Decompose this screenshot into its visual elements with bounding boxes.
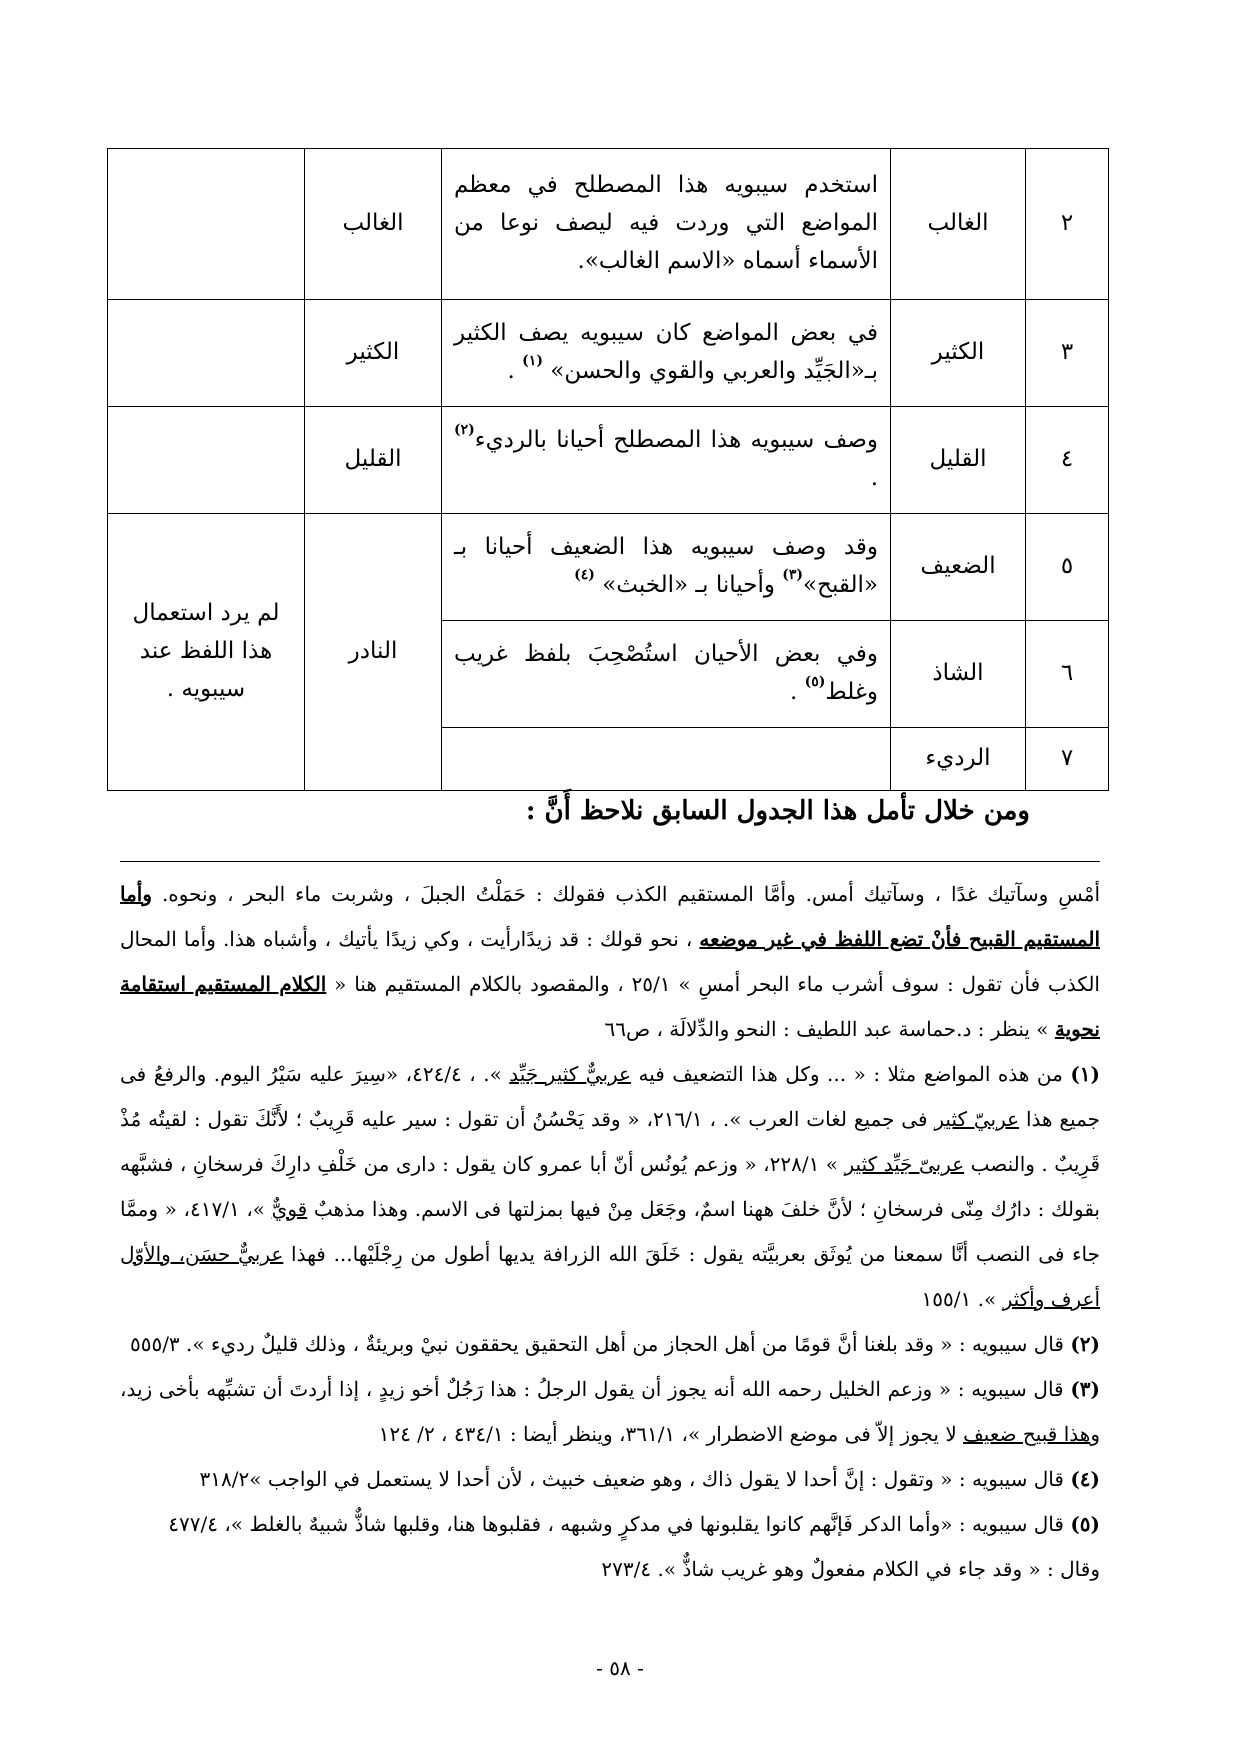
term-cell: القليل: [891, 406, 1026, 513]
description-cell: وصف سيبويه هذا المصطلح أحيانا بالرديء$^{(٢)}$ .: [442, 406, 891, 513]
description-cell: في بعض المواضع كان سيبويه يصف الكثير بـ«الجَيِّد والعربي والقوي والحسن» $^{(١)}$ .: [442, 299, 891, 406]
footnote-marker: (٤): [574, 567, 595, 584]
later-term-cell: الغالب: [305, 149, 442, 300]
description-cell: وقد وصف سيبويه هذا الضعيف أحيانا بـ «القبح»$^{(٣)}$ وأحيانا بـ «الخبث» $^{(٤)}$: [442, 513, 891, 620]
note-cell: [108, 406, 305, 513]
terms-table: [107, 148, 1109, 791]
note-cell: لم يرد استعمال هذا اللفظ عند سيبويه .: [108, 513, 305, 790]
note-cell: [108, 149, 305, 300]
table-conclusion-text: ومن خلال تأمل هذا الجدول السابق نلاحظ أَنَّ :: [525, 796, 1030, 826]
later-term-cell: النادر: [305, 513, 442, 790]
row-number: ٢: [1026, 149, 1109, 300]
row-number: ٤: [1026, 406, 1109, 513]
row-number: ٧: [1026, 727, 1109, 790]
term-cell: الغالب: [891, 149, 1026, 300]
footnote-2: (٢) قال سيبويه : « وقد بلغنا أنَّ قومًا من أهل الحجاز من أهل التحقيق يحققون نبيْ وبريئةٌ ، وذلك قليلٌ رديء ». ٥٥٥/٣: [129, 1332, 1100, 1356]
row-number: ٣: [1026, 299, 1109, 406]
term-cell: الكثير: [891, 299, 1026, 406]
footnote-marker: (١): [522, 353, 543, 370]
later-term-cell: الكثير: [305, 299, 442, 406]
footnote-marker: (٢): [454, 422, 475, 439]
description-cell: استخدم سيبويه هذا المصطلح في معظم المواضع التي وردت فيه ليصف نوعا من الأسماء أسماه «الاسم الغالب».: [442, 149, 891, 300]
term-cell: الشاذ: [891, 620, 1026, 727]
row-number: ٦: [1026, 620, 1109, 727]
note-cell: [108, 299, 305, 406]
table-row: [108, 513, 1109, 620]
page-number: - ٥٨ -: [596, 1656, 644, 1680]
footnote-1: (١) من هذه المواضع مثلا : « ... وكل هذا التضعيف فيه عربيٌّ كثير جَيِّد ». ، ٤٢٤/٤، «سِيرَ عليه سَيْرُ اليوم. والرفعُ فى جميع هذا عربيّ كثير فى جميع لغات العرب ». ، ٢١٦/١، « وقد يَحْسُنُ أن تقول : سير عليه قَرِيبٌ ؛ لأَنَّكَ تقول : لقيتُه مُذْ قَرِيبٌ . والنصب عربىّ جَيِّد كثير » ٢٢٨/١، « وزعم يُونُس أنّ أبا عمرو كان يقول : دارى من خَلْفِ دارِكَ فرسخانِ ، فشبَّهه بقولك : دارُك مِنّى فرسخانِ ؛ لأنَّ خلفَ ههنا اسمٌ، وجَعَل مِنْ فيها بمزلتها فى الاسم. وهذا مذهبٌ قويٌّ »، ٤١٧/١، « وممَّا جاء فى النصب أنَّا سمعنا من يُوثَق بعربيَّته يقول : خَلَقَ الله الزرافة يديها أطول من رِجْلَيْها... فهذا عربيٌّ حسَن، والأوّل أعرف وأكثر ». ١٥٥/١: [120, 1062, 1101, 1311]
footnote-3: (٣) قال سيبويه : « وزعم الخليل رحمه الله أنه يجوز أن يقول الرجلُ : هذا رَجُلٌ أخو زيدٍ ، إذا أردتَ أن تشبِّهه بأخى زيد، وهذا قبيح ضعيف لا يجوز إلاّ فى موضع الاضطرار »، ٣٦١/١، وينظر أيضا : ٤٣٤/١ ، ٢/ ١٢٤: [120, 1377, 1100, 1446]
footnote-divider: [120, 861, 1100, 862]
footnote-5: (٥) قال سيبويه : «وأما الدكر فَإنَّهم كانوا يقلبونها في مدكرٍ وشبهه ، فقلبوها هنا، وقلبها شاذٌّ شبيهٌ بالغلط »، ٤٧٧/٤: [168, 1512, 1100, 1536]
term-cell: الضعيف: [891, 513, 1026, 620]
table-row: [108, 406, 1109, 513]
footnote-marker: (٥): [804, 674, 826, 691]
later-term-cell: القليل: [305, 406, 442, 513]
description-cell: وفي بعض الأحيان استُصْحِبَ بلفظ غريب وغلط$^{(٥)}$ .: [442, 620, 891, 727]
footnotes: [120, 872, 1100, 1592]
description-cell: [442, 727, 891, 790]
table-row: [108, 149, 1109, 300]
footnote-4: (٤) قال سيبويه : « وتقول : إنَّ أحدا لا يقول ذاك ، وهو ضعيف خبيث ، لأن أحدا لا يستعمل في الواجب »٣١٨/٢: [199, 1467, 1100, 1491]
row-number: ٥: [1026, 513, 1109, 620]
table-row: [108, 299, 1109, 406]
footnote-marker: (٣): [782, 567, 804, 584]
footnote-5-continuation: وقال : « وقد جاء في الكلام مفعولٌ وهو غريب شاذٌّ ». ٢٧٣/٤: [601, 1557, 1100, 1581]
term-cell: الرديء: [891, 727, 1026, 790]
footnote-continuation: أمْسِ وسآتيك غدًا ، وسآتيك أمس. وأمَّا المستقيم الكذب فقولك : حَمَلْتُ الجبلَ ، وشربت ماء البحر ، ونحوه. وأما المستقيم القبيح فأنْ تضع اللفظ في غير موضعه ، نحو قولك : قد زيدًارأيت ، وكي زيدًا يأتيك ، وأشباه هذا. وأما المحال الكذب فأن تقول : سوف أشرب ماء البحر أمسِ » ٢٥/١ ، والمقصود بالكلام المستقيم هنا « الكلام المستقيم استقامة نحوية » ينظر : د.حماسة عبد اللطيف : النحو والدِّلالَة ، ص٦٦: [120, 882, 1101, 1041]
